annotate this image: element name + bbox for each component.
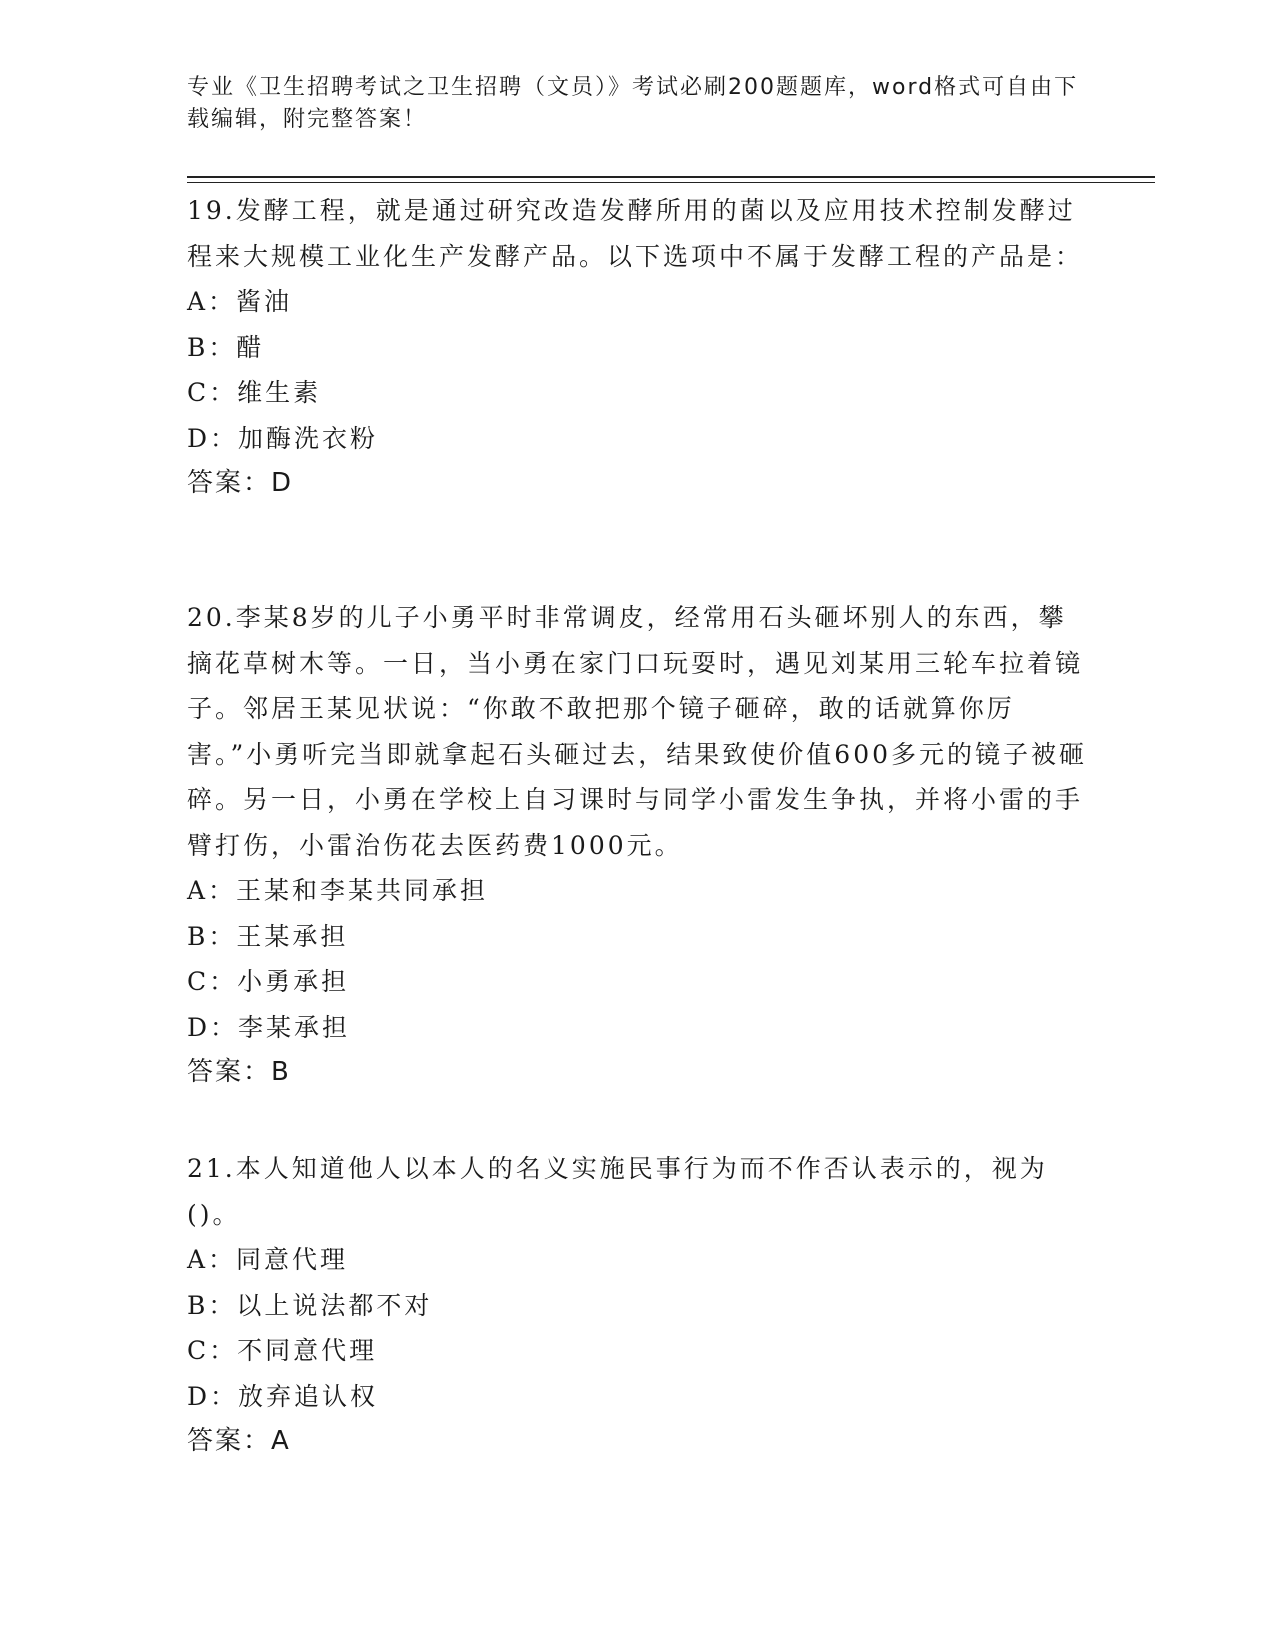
header-divider-thick	[187, 176, 1155, 178]
option-b: B：醋	[187, 332, 265, 362]
answer-line: 答案：D	[187, 468, 294, 498]
option-a: A：酱油	[187, 287, 293, 316]
answer-line: 答案：B	[187, 1057, 291, 1087]
option-d: D：放弃追认权	[187, 1381, 379, 1411]
question-20	[187, 595, 1087, 1096]
option-b: B：以上说法都不对	[187, 1290, 433, 1320]
question-stem: 21.本人知道他人以本人的名义实施民事行为而不作否认表示的，视为()。	[187, 1154, 1048, 1229]
option-a: A：王某和李某共同承担	[187, 876, 489, 905]
question-stem: 20.李某8岁的儿子小勇平时非常调皮，经常用石头砸坏别人的东西，攀摘花草树木等。一日，当小勇在家门口玩耍时，遇见刘某用三轮车拉着镜子。邻居王某见状说：“你敢不敢把那个镜子砸碎，敢的话就算你厉害。”小勇听完当即就拿起石头砸过去，结果致使价值600多元的镜子被砸碎。另一日，小勇在学校上自习课时与同学小雷发生争执，并将小雷的手臂打伤，小雷治伤花去医药费1000元。	[187, 603, 1088, 860]
document-intro: 专业《卫生招聘考试之卫生招聘（文员）》考试必刷200题题库，word格式可自由下载编辑，附完整答案！	[187, 75, 1079, 132]
option-d: D：李某承担	[187, 1012, 351, 1042]
option-b: B：王某承担	[187, 921, 349, 951]
option-d: D：加酶洗衣粉	[187, 423, 379, 453]
option-c: C：不同意代理	[187, 1336, 378, 1365]
question-21	[187, 1146, 1087, 1465]
option-a: A：同意代理	[187, 1245, 349, 1274]
header-divider-thin	[187, 182, 1155, 183]
question-stem: 19.发酵工程，就是通过研究改造发酵所用的菌以及应用技术控制发酵过程来大规模工业化生产发酵产品。以下选项中不属于发酵工程的产品是：	[187, 196, 1084, 271]
option-c: C：小勇承担	[187, 967, 350, 996]
question-19	[187, 188, 1087, 507]
answer-line: 答案：A	[187, 1426, 291, 1456]
option-c: C：维生素	[187, 378, 322, 407]
